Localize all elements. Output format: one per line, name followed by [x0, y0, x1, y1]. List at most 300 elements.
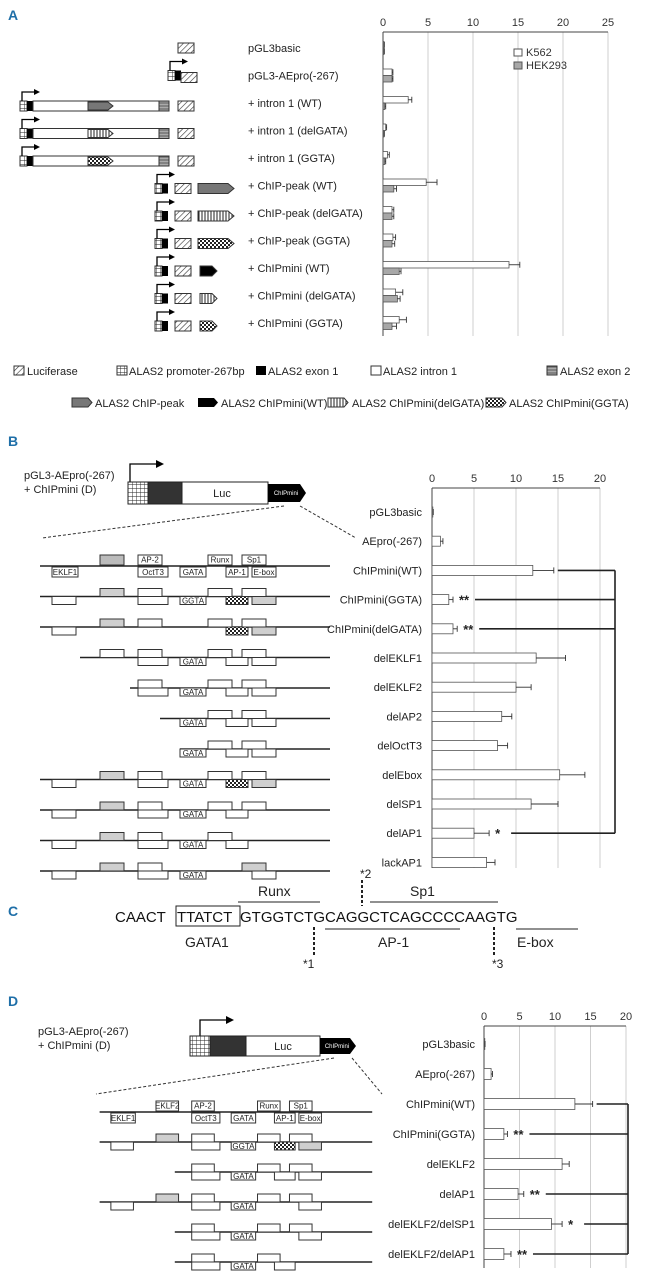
label-runx: Runx — [258, 883, 291, 899]
vector-diagram-d — [38, 1016, 382, 1094]
site-box — [252, 688, 276, 696]
category-label-deleklf2: delEKLF2 — [373, 682, 422, 695]
site-box — [111, 1142, 134, 1150]
site-label-octt3: OctT3 — [194, 1114, 217, 1123]
tss-arrow — [157, 202, 169, 211]
promoter-block-d — [190, 1036, 210, 1056]
site-label-gata: GATA — [182, 871, 204, 880]
tss-arrow — [22, 120, 34, 129]
site-label-ap-1: AP-1 — [228, 568, 246, 577]
site-box — [242, 863, 266, 871]
site-box — [138, 802, 162, 810]
category-label-intron-1-delgata: + intron 1 (delGATA) — [248, 125, 348, 138]
site-box — [192, 1164, 215, 1172]
site-label-sp1: Sp1 — [293, 1101, 308, 1111]
bar-aepro-267 — [484, 1069, 491, 1080]
site-label-gata: GATA — [233, 1172, 254, 1181]
fl-chipmini-wt: ALAS2 ChIPmini(WT) — [221, 398, 328, 410]
category-label-delsp1: delSP1 — [386, 799, 422, 811]
site-label-ap-2: AP-2 — [194, 1101, 212, 1111]
fl-exon1: ALAS2 exon 1 — [268, 366, 339, 378]
site-label-gata: GATA — [233, 1202, 254, 1211]
bar-chip-peak-ggta-hek293 — [383, 241, 392, 248]
fl-promoter: ALAS2 promoter-267bp — [129, 366, 245, 378]
promoter-box — [20, 156, 27, 166]
chip-peak-box — [198, 239, 234, 249]
category-label-intron-1-wt: + intron 1 (WT) — [248, 98, 322, 110]
bar-chipmini-ggta — [484, 1129, 504, 1140]
seq-boxed: TTATCT — [177, 909, 233, 926]
site-box — [192, 1172, 220, 1180]
luciferase-box — [178, 101, 194, 111]
exon1-box — [27, 101, 33, 111]
category-label-pgl3-aepro-267: pGL3-AEpro(-267) — [248, 70, 339, 83]
category-label-chip-peak-ggta: + ChIP-peak (GGTA) — [248, 235, 351, 248]
category-label-chipmini-delgata: ChIPmini(delGATA) — [327, 623, 422, 636]
site-box — [289, 1134, 312, 1142]
panel-label-a: A — [8, 7, 19, 23]
label-star3: *3 — [492, 957, 504, 971]
x-tick-label: 25 — [601, 17, 615, 29]
exon1-box — [27, 156, 33, 166]
site-box — [242, 772, 266, 780]
category-label-aepro-267: AEpro(-267) — [415, 1069, 475, 1081]
vector-label-b: pGL3-AEpro(-267) — [24, 470, 115, 482]
exon1-box — [162, 294, 168, 304]
site-box — [252, 780, 276, 788]
site-box — [111, 1202, 134, 1210]
x-tick-label: 5 — [424, 17, 432, 29]
site-box — [274, 1172, 295, 1180]
luciferase-box — [175, 184, 191, 194]
exon1-box — [175, 71, 181, 81]
category-label-delap1: delAP1 — [439, 1189, 475, 1201]
luciferase-swatch — [14, 366, 24, 375]
category-label-delap1: delAP1 — [386, 828, 422, 841]
category-label-chipmini-wt: ChIPmini(WT) — [405, 1099, 475, 1111]
x-tick-label: 0 — [428, 473, 436, 485]
chip-peak-box — [198, 184, 234, 194]
site-box — [100, 589, 124, 597]
site-box — [100, 619, 124, 627]
tss-arrow — [22, 147, 34, 156]
label-star2: *2 — [360, 867, 372, 881]
site-box — [252, 627, 276, 635]
panel-label-b: B — [8, 433, 19, 449]
category-label-lackap1: lackAP1 — [381, 857, 422, 870]
site-box — [192, 1224, 215, 1232]
site-box — [299, 1142, 322, 1150]
site-box — [138, 780, 168, 788]
legend-hek293: HEK293 — [526, 60, 567, 72]
arrow-head — [182, 59, 188, 65]
exon1-box — [27, 129, 33, 139]
category-label-delebox: delEbox — [382, 769, 422, 782]
site-box — [138, 589, 162, 597]
chip-peak-box — [88, 157, 113, 165]
site-box — [208, 802, 232, 810]
chipmini-ggta-swatch — [486, 398, 506, 407]
category-label-chipmini-delgata: + ChIPmini (delGATA) — [248, 290, 356, 303]
site-box — [138, 688, 168, 696]
category-label-deleklf2: delEKLF2 — [426, 1159, 475, 1171]
site-box — [192, 1142, 220, 1150]
chipmini-delgata-swatch — [328, 398, 348, 407]
site-box — [208, 772, 232, 780]
site-box — [226, 597, 248, 605]
bar-pgl3basic-hek293 — [383, 48, 384, 55]
site-box — [242, 619, 266, 627]
fl-luciferase: Luciferase — [27, 366, 78, 378]
site-box — [208, 589, 232, 597]
site-box — [52, 841, 76, 849]
site-box — [208, 741, 232, 749]
label-ap1: AP-1 — [378, 934, 410, 950]
promoter-box — [155, 211, 162, 221]
eklf2-shade — [100, 555, 124, 565]
category-label-chip-peak-wt: + ChIP-peak (WT) — [248, 180, 337, 193]
promoter-swatch — [117, 366, 127, 375]
site-label-ap-1: AP-1 — [275, 1114, 294, 1123]
site-box — [138, 680, 162, 688]
promoter-box — [168, 71, 175, 81]
exon-block-b — [148, 482, 182, 504]
arrow-head — [169, 172, 175, 178]
bar-intron-1-wt-k562 — [383, 97, 408, 104]
site-box — [299, 1202, 322, 1210]
category-label-chipmini-wt: ChIPmini(WT) — [352, 565, 422, 578]
exon-block-d — [210, 1036, 246, 1056]
site-label-ggta: GGTA — [181, 596, 205, 606]
site-box — [138, 597, 168, 605]
site-box — [258, 1194, 281, 1202]
chipmini-box — [200, 321, 217, 331]
x-tick-label: 5 — [470, 473, 478, 485]
category-label-chip-peak-delgata: + ChIP-peak (delGATA) — [248, 208, 363, 220]
site-box — [192, 1202, 220, 1210]
luciferase-box — [178, 129, 194, 139]
chipmini-tag-label-d: ChIPmini — [324, 1044, 350, 1050]
tss-arrow — [157, 285, 169, 294]
chip-peak-box — [88, 102, 113, 110]
site-box — [242, 650, 266, 658]
x-tick-label: 20 — [593, 473, 607, 485]
seq-part2: GTGGTCTGCAGGCTCAGCCCCAAGTG — [240, 909, 518, 926]
bar-delap1 — [484, 1189, 518, 1200]
category-label-deloctt3: delOctT3 — [377, 740, 422, 753]
bar-deleklf2-delap1 — [484, 1249, 504, 1260]
arrow-head — [34, 117, 40, 123]
bar-intron-1-ggta-hek293 — [383, 158, 385, 165]
site-box — [258, 1164, 281, 1172]
site-box — [192, 1134, 215, 1142]
site-box — [192, 1232, 220, 1240]
site-label-gata: GATA — [182, 779, 204, 789]
vector-diagram-b — [24, 460, 356, 538]
site-box — [156, 1194, 179, 1202]
category-label-aepro-267: AEpro(-267) — [362, 536, 422, 549]
chipmini-box — [200, 294, 217, 304]
fl-chipmini-ggta: ALAS2 ChIPmini(GGTA) — [509, 398, 629, 410]
exon2-box — [159, 129, 169, 139]
fl-chipmini-delgata: ALAS2 ChIPmini(delGATA) — [352, 398, 485, 410]
category-label-pgl3basic: pGL3basic — [248, 43, 301, 55]
site-diagrams-b — [40, 555, 330, 880]
site-box — [242, 711, 266, 719]
tss-arrow — [170, 62, 182, 71]
exon2-swatch — [547, 366, 557, 375]
fl-exon2: ALAS2 exon 2 — [560, 366, 631, 378]
site-label-eklf2: EKLF2 — [155, 1101, 180, 1111]
category-label-delap2: delAP2 — [386, 711, 422, 724]
site-box — [252, 658, 276, 666]
arrow-head — [34, 89, 40, 95]
tss-arrow — [22, 92, 34, 101]
site-box — [138, 810, 168, 818]
site-box — [208, 680, 232, 688]
site-box — [138, 650, 162, 658]
site-box — [226, 749, 248, 757]
category-label-pgl3basic: pGL3basic — [422, 1039, 475, 1051]
significance-chipmini-delgata: ** — [463, 621, 474, 637]
arrow-head — [169, 282, 175, 288]
site-box — [52, 627, 76, 635]
x-tick-label: 0 — [379, 17, 387, 29]
site-label-eklf1: EKLF1 — [110, 1114, 136, 1123]
site-box — [274, 1262, 295, 1270]
sequence-panel — [115, 867, 578, 971]
category-label-chipmini-ggta: + ChIPmini (GGTA) — [248, 318, 343, 330]
site-box — [299, 1172, 322, 1180]
chip-peak-box — [198, 211, 234, 221]
site-box — [100, 833, 124, 841]
vector-sub-d: + ChIPmini (D) — [38, 1040, 111, 1052]
intron1-swatch — [371, 366, 381, 375]
label-gata1: GATA1 — [185, 934, 229, 950]
promoter-block-b — [128, 482, 148, 504]
bar-delap2 — [432, 711, 502, 721]
fl-chippeak: ALAS2 ChIP-peak — [95, 398, 185, 410]
label-star1: *1 — [303, 957, 315, 971]
site-box — [52, 871, 76, 879]
tss-arrow — [157, 257, 169, 266]
site-box — [100, 772, 124, 780]
legend-k562: K562 — [526, 47, 552, 59]
site-box — [52, 810, 76, 818]
x-tick-label: 20 — [619, 1011, 633, 1023]
site-box — [226, 627, 248, 635]
x-tick-label: 15 — [511, 17, 525, 29]
site-label-gata: GATA — [233, 1114, 254, 1123]
bar-chipmini-wt-hek293 — [383, 268, 399, 275]
site-label-gata: GATA — [182, 657, 204, 667]
bar-chip-peak-ggta-k562 — [383, 234, 393, 241]
tss-arrow — [157, 175, 169, 184]
chart-d — [388, 1011, 632, 1268]
x-tick-label: 5 — [516, 1011, 523, 1023]
arrow-head — [169, 227, 175, 233]
bar-chipmini-ggta-hek293 — [383, 323, 392, 330]
significance-delap1: * — [495, 826, 501, 842]
bar-chipmini-delgata — [432, 624, 453, 634]
luciferase-box — [175, 266, 191, 276]
site-box — [208, 833, 232, 841]
bar-delap1 — [432, 828, 474, 838]
site-box — [192, 1254, 215, 1262]
significance-chipmini-ggta: ** — [513, 1127, 524, 1142]
vector-sub-b: + ChIPmini (D) — [24, 484, 97, 496]
site-label-octt3: OctT3 — [142, 568, 164, 577]
legend-a — [514, 47, 567, 72]
promoter-box — [155, 294, 162, 304]
exon1-swatch — [256, 366, 266, 375]
site-box — [138, 841, 168, 849]
site-box — [156, 1134, 179, 1142]
site-label-ggta: GGTA — [232, 1142, 255, 1151]
bar-pgl3basic — [432, 507, 433, 517]
bar-chipmini-wt — [484, 1099, 575, 1110]
site-box — [299, 1232, 322, 1240]
site-box — [208, 619, 232, 627]
bar-delsp1 — [432, 799, 531, 809]
bar-lackap1 — [432, 857, 487, 867]
tss-arrow — [157, 312, 169, 321]
site-box — [138, 619, 162, 627]
site-box — [242, 589, 266, 597]
site-box — [192, 1194, 215, 1202]
luciferase-box — [175, 294, 191, 304]
arrow-head — [169, 199, 175, 205]
luciferase-box — [178, 156, 194, 166]
promoter-box — [20, 101, 27, 111]
significance-delap1: ** — [529, 1187, 540, 1202]
chart-b — [327, 473, 615, 869]
label-sp1: Sp1 — [410, 883, 435, 899]
vector-label-d: pGL3-AEpro(-267) — [38, 1026, 129, 1038]
site-box — [242, 802, 266, 810]
x-tick-label: 15 — [551, 473, 565, 485]
site-box — [226, 719, 248, 727]
bar-chip-peak-wt-k562 — [383, 179, 426, 186]
site-label-gata: GATA — [182, 810, 204, 819]
chipmini-box — [200, 266, 217, 276]
site-box — [252, 871, 276, 879]
category-label-intron-1-ggta: + intron 1 (GGTA) — [248, 153, 335, 165]
site-label-gata: GATA — [233, 1262, 254, 1271]
site-label-gata: GATA — [182, 688, 204, 697]
promoter-box — [20, 129, 27, 139]
site-label-e-box: E-box — [253, 568, 275, 577]
site-box — [226, 688, 248, 696]
site-box — [226, 780, 248, 788]
bar-delebox — [432, 770, 560, 780]
luciferase-box — [175, 211, 191, 221]
site-box — [252, 597, 276, 605]
arrow-head — [34, 144, 40, 150]
site-box — [252, 719, 276, 727]
luciferase-box — [178, 43, 194, 53]
bar-chip-peak-wt-hek293 — [383, 186, 394, 193]
site-label-runx: Runx — [210, 555, 230, 565]
bar-pgl3-aepro-267-hek293 — [383, 76, 392, 83]
site-box — [52, 780, 76, 788]
site-box — [242, 741, 266, 749]
exon1-box — [162, 239, 168, 249]
bar-chip-peak-delgata-k562 — [383, 207, 392, 214]
x-tick-label: 0 — [480, 1011, 488, 1023]
site-box — [252, 749, 276, 757]
bar-chipmini-ggta-k562 — [383, 317, 399, 324]
category-label-chipmini-wt: + ChIPmini (WT) — [248, 263, 330, 275]
site-label-gata: GATA — [233, 1232, 254, 1241]
site-box — [52, 597, 76, 605]
exon1-box — [162, 211, 168, 221]
site-label-ap-2: AP-2 — [141, 555, 159, 565]
bar-intron-1-delgata-k562 — [383, 124, 386, 131]
category-label-chipmini-ggta: ChIPmini(GGTA) — [339, 594, 422, 607]
seq-part1: CAACT — [115, 909, 166, 926]
site-box — [138, 833, 162, 841]
x-tick-label: 15 — [584, 1011, 597, 1023]
arrow-head — [169, 254, 175, 260]
bar-chipmini-delgata-k562 — [383, 289, 396, 296]
site-box — [192, 1262, 220, 1270]
site-box — [289, 1194, 312, 1202]
category-label-deleklf2-delsp1: delEKLF2/delSP1 — [388, 1219, 475, 1231]
significance-deleklf2-delsp1: * — [568, 1217, 574, 1232]
bar-chipmini-ggta — [432, 595, 449, 605]
bar-deleklf2 — [484, 1159, 562, 1170]
panel-label-d: D — [8, 993, 19, 1009]
chip-peak-box — [88, 130, 113, 138]
site-label-sp1: Sp1 — [246, 555, 262, 565]
significance-chipmini-ggta: ** — [459, 592, 470, 608]
site-box — [226, 810, 248, 818]
bar-pgl3-aepro-267-k562 — [383, 69, 392, 76]
bar-chipmini-wt-k562 — [383, 262, 509, 269]
site-box — [138, 658, 168, 666]
chipmini-tag-label-b: ChIPmini — [273, 491, 299, 497]
luciferase-box — [181, 73, 197, 83]
site-box — [138, 871, 168, 879]
bar-intron-1-delgata-hek293 — [383, 131, 384, 138]
exon2-box — [159, 101, 169, 111]
chipmini-wt-swatch — [198, 398, 218, 407]
luciferase-box — [175, 239, 191, 249]
feature-legend — [14, 366, 630, 410]
bar-pgl3basic-k562 — [383, 42, 384, 49]
arrow-head — [169, 309, 175, 315]
promoter-box — [155, 239, 162, 249]
bar-deloctt3 — [432, 741, 498, 751]
exon2-box — [159, 156, 169, 166]
constructs-a — [20, 43, 234, 331]
site-label-e-box: E-box — [299, 1114, 321, 1123]
bar-chip-peak-delgata-hek293 — [383, 213, 392, 220]
bar-deleklf2 — [432, 682, 516, 692]
site-box — [242, 680, 266, 688]
site-label-gata: GATA — [182, 718, 204, 728]
site-label-eklf1: EKLF1 — [52, 568, 78, 577]
site-box — [100, 863, 124, 871]
site-box — [100, 650, 124, 658]
bar-chipmini-wt — [432, 565, 533, 575]
site-box — [289, 1164, 312, 1172]
site-diagrams-d — [100, 1101, 373, 1271]
tss-arrow — [157, 230, 169, 239]
x-tick-label: 10 — [548, 1011, 562, 1023]
bar-chipmini-delgata-hek293 — [383, 296, 397, 303]
